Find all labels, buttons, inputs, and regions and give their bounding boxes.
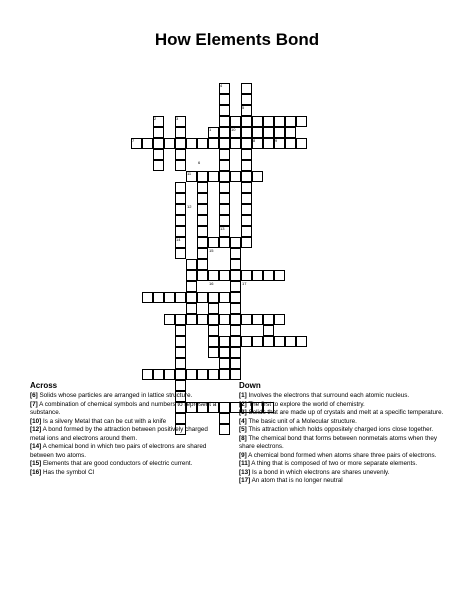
clue-text: The basic unit of a Molecular structure.	[246, 417, 357, 425]
grid-cell[interactable]	[186, 259, 197, 270]
grid-cell[interactable]	[263, 138, 274, 149]
clue-number: 14	[176, 237, 181, 242]
clue-number: 17	[242, 281, 247, 286]
across-clue	[30, 443, 220, 460]
grid-cell[interactable]	[219, 171, 230, 182]
grid-cell[interactable]	[241, 226, 252, 237]
grid-cell[interactable]	[296, 336, 307, 347]
across-clue	[30, 392, 220, 401]
grid-cell[interactable]	[175, 149, 186, 160]
down-clue	[239, 426, 447, 435]
grid-cell[interactable]	[252, 171, 263, 182]
grid-cell[interactable]	[175, 204, 186, 215]
clue-number: 12	[187, 204, 192, 209]
grid-cell[interactable]	[175, 226, 186, 237]
grid-cell[interactable]	[219, 270, 230, 281]
clue-text: Solids whose particles are arranged in lattice structure.	[37, 392, 193, 399]
down-clue	[239, 418, 447, 427]
grid-cell[interactable]	[197, 193, 208, 204]
grid-cell[interactable]	[175, 193, 186, 204]
grid-cell[interactable]	[219, 193, 230, 204]
grid-cell[interactable]	[197, 292, 208, 303]
grid-cell[interactable]	[175, 292, 186, 303]
grid-cell[interactable]	[285, 127, 296, 138]
grid-cell[interactable]	[142, 138, 153, 149]
grid-cell[interactable]	[186, 369, 197, 380]
grid-cell[interactable]	[274, 270, 285, 281]
clue-text: Involves the electrons that surround each atomic nucleus.	[246, 392, 410, 399]
grid-cell[interactable]	[175, 160, 186, 171]
grid-cell[interactable]	[296, 116, 307, 127]
clue-number: 9	[275, 138, 278, 143]
grid-cell[interactable]	[219, 94, 230, 105]
grid-cell[interactable]	[153, 369, 164, 380]
down-clue	[239, 452, 447, 461]
grid-cell[interactable]	[230, 259, 241, 270]
grid-cell[interactable]	[197, 369, 208, 380]
grid-cell[interactable]	[153, 149, 164, 160]
grid-cell[interactable]	[263, 336, 274, 347]
clue-number: [1]	[239, 392, 247, 399]
clue-number: 16	[209, 281, 214, 286]
clue-text: Solids that are made up of crystals and melt at a specific temperature.	[246, 409, 444, 416]
clue-number: 7	[132, 138, 135, 143]
grid-cell[interactable]	[153, 160, 164, 171]
clue-number: [9]	[239, 451, 247, 459]
grid-cell[interactable]	[175, 182, 186, 193]
grid-cell[interactable]	[263, 325, 274, 336]
across-clue	[30, 469, 220, 478]
grid-cell[interactable]	[219, 292, 230, 303]
clue-number: [14]	[30, 443, 42, 450]
grid-cell[interactable]	[219, 138, 230, 149]
grid-cell[interactable]	[230, 292, 241, 303]
grid-cell[interactable]	[241, 160, 252, 171]
grid-cell[interactable]	[241, 138, 252, 149]
down-clue	[239, 460, 447, 469]
down-clue	[239, 435, 447, 452]
clue-text: Elements that are good conductors of electric current.	[41, 460, 193, 467]
grid-cell[interactable]	[153, 292, 164, 303]
grid-cell[interactable]	[153, 127, 164, 138]
grid-cell[interactable]	[175, 127, 186, 138]
grid-cell[interactable]	[252, 116, 263, 127]
grid-cell[interactable]	[175, 369, 186, 380]
clue-number: 6	[198, 160, 201, 165]
grid-cell[interactable]	[241, 94, 252, 105]
clue-text: Is a silvery Metal that can be cut with a knife	[41, 417, 167, 425]
grid-cell[interactable]	[241, 83, 252, 94]
down-heading: Down	[239, 381, 261, 390]
clue-number: [2]	[239, 400, 247, 408]
clue-number: 2	[154, 116, 157, 121]
across-clue	[30, 460, 220, 469]
page-title: How Elements Bond	[154, 30, 320, 49]
grid-cell[interactable]	[263, 127, 274, 138]
grid-cell[interactable]	[175, 336, 186, 347]
grid-cell[interactable]	[219, 369, 230, 380]
grid-cell[interactable]	[219, 314, 230, 325]
clue-text: The chemical bond that forms between nonmetals atoms when they share electrons.	[239, 434, 437, 450]
grid-cell[interactable]	[241, 204, 252, 215]
grid-cell[interactable]	[208, 237, 219, 248]
grid-cell[interactable]	[142, 369, 153, 380]
grid-cell[interactable]	[241, 193, 252, 204]
grid-cell[interactable]	[164, 292, 175, 303]
down-clue	[239, 477, 447, 486]
grid-cell[interactable]	[252, 127, 263, 138]
grid-cell[interactable]	[208, 270, 219, 281]
grid-cell[interactable]	[164, 369, 175, 380]
clue-number: [5]	[239, 426, 247, 433]
clue-number: 15	[209, 248, 214, 253]
grid-cell[interactable]	[274, 127, 285, 138]
grid-cell[interactable]	[219, 105, 230, 116]
grid-cell[interactable]	[230, 116, 241, 127]
grid-cell[interactable]	[241, 215, 252, 226]
grid-cell[interactable]	[263, 270, 274, 281]
grid-cell[interactable]	[175, 314, 186, 325]
clue-number: 11	[187, 171, 192, 176]
grid-cell[interactable]	[274, 336, 285, 347]
clue-text: The first to explore the world of chemistry.	[246, 400, 365, 408]
clue-text: A bond formed by the attraction between positively charged metal ions and electrons around them.	[30, 426, 208, 442]
grid-cell[interactable]	[230, 281, 241, 292]
grid-cell[interactable]	[197, 314, 208, 325]
grid-cell[interactable]	[219, 336, 230, 347]
clue-number: [15]	[30, 460, 42, 467]
grid-cell[interactable]	[219, 424, 230, 435]
down-clue	[239, 392, 447, 401]
clue-number: 4	[220, 83, 223, 88]
clue-number: [17]	[239, 477, 251, 484]
clue-text: A chemical bond formed when atoms share three pairs of electrons.	[246, 451, 437, 459]
grid-cell[interactable]	[197, 259, 208, 270]
grid-cell[interactable]	[230, 270, 241, 281]
grid-cell[interactable]	[197, 204, 208, 215]
clue-number: [8]	[239, 434, 247, 442]
clue-number: 1	[209, 127, 212, 132]
clue-number: 10	[231, 127, 236, 132]
grid-cell[interactable]	[252, 314, 263, 325]
grid-cell[interactable]	[241, 116, 252, 127]
grid-cell[interactable]	[241, 171, 252, 182]
grid-cell[interactable]	[241, 314, 252, 325]
grid-cell[interactable]	[208, 292, 219, 303]
grid-cell[interactable]	[175, 215, 186, 226]
grid-cell[interactable]	[263, 314, 274, 325]
clue-text: An atom that is no longer neutral	[250, 477, 343, 484]
grid-cell[interactable]	[219, 149, 230, 160]
grid-cell[interactable]	[164, 314, 175, 325]
grid-cell[interactable]	[208, 171, 219, 182]
grid-cell[interactable]	[285, 336, 296, 347]
grid-cell[interactable]	[197, 248, 208, 259]
down-clue	[239, 409, 447, 418]
down-clue	[239, 469, 447, 478]
grid-cell[interactable]	[230, 303, 241, 314]
grid-cell[interactable]	[208, 325, 219, 336]
clue-number: [6]	[30, 392, 38, 399]
grid-cell[interactable]	[219, 127, 230, 138]
grid-cell[interactable]	[219, 116, 230, 127]
grid-cell[interactable]	[241, 127, 252, 138]
grid-cell[interactable]	[164, 138, 175, 149]
down-clues	[239, 381, 447, 486]
grid-cell[interactable]	[208, 336, 219, 347]
clue-number: [12]	[30, 426, 42, 433]
grid-cell[interactable]	[219, 182, 230, 193]
clue-number: [3]	[239, 409, 247, 416]
grid-cell[interactable]	[197, 182, 208, 193]
grid-cell[interactable]	[219, 160, 230, 171]
grid-cell[interactable]	[219, 413, 230, 424]
grid-cell[interactable]	[230, 237, 241, 248]
grid-cell[interactable]	[219, 204, 230, 215]
grid-cell[interactable]	[186, 138, 197, 149]
grid-cell[interactable]	[230, 171, 241, 182]
grid-cell[interactable]	[186, 292, 197, 303]
grid-cell[interactable]	[197, 237, 208, 248]
across-clue-list	[30, 392, 220, 477]
grid-cell[interactable]	[208, 347, 219, 358]
grid-cell[interactable]	[241, 237, 252, 248]
grid-cell[interactable]	[175, 358, 186, 369]
grid-cell[interactable]	[208, 138, 219, 149]
grid-cell[interactable]	[274, 314, 285, 325]
grid-cell[interactable]	[230, 314, 241, 325]
grid-cell[interactable]	[186, 281, 197, 292]
grid-cell[interactable]	[186, 270, 197, 281]
grid-cell[interactable]	[175, 325, 186, 336]
clue-number: 3	[176, 116, 179, 121]
grid-cell[interactable]	[142, 292, 153, 303]
grid-cell[interactable]	[219, 215, 230, 226]
clue-text: Has the symbol Cl	[41, 468, 95, 476]
grid-cell[interactable]	[175, 248, 186, 259]
grid-cell[interactable]	[197, 270, 208, 281]
grid-cell[interactable]	[241, 270, 252, 281]
clue-number: [11]	[239, 460, 250, 467]
grid-cell[interactable]	[285, 138, 296, 149]
clue-number: 13	[220, 226, 225, 231]
across-heading: Across	[30, 381, 58, 390]
across-clue	[30, 418, 220, 427]
grid-cell[interactable]	[186, 314, 197, 325]
clue-text: A thing that is composed of two or more separate elements.	[249, 460, 418, 467]
grid-cell[interactable]	[219, 358, 230, 369]
grid-cell[interactable]	[274, 116, 285, 127]
grid-cell[interactable]	[296, 138, 307, 149]
clue-number: [7]	[30, 400, 38, 408]
grid-cell[interactable]	[208, 314, 219, 325]
grid-cell[interactable]	[208, 303, 219, 314]
grid-cell[interactable]	[230, 358, 241, 369]
grid-cell[interactable]	[241, 149, 252, 160]
grid-cell[interactable]	[252, 336, 263, 347]
clue-number: [10]	[30, 417, 42, 425]
grid-cell[interactable]	[197, 138, 208, 149]
across-clue	[30, 401, 220, 418]
grid-cell[interactable]	[263, 116, 274, 127]
clue-number: [4]	[239, 417, 247, 425]
grid-cell[interactable]	[219, 237, 230, 248]
grid-cell[interactable]	[175, 138, 186, 149]
grid-cell[interactable]	[197, 215, 208, 226]
clue-text: A chemical bond in which two pairs of electrons are shared between two atoms.	[30, 443, 207, 459]
grid-cell[interactable]	[219, 402, 230, 413]
clue-number: [13]	[239, 468, 251, 476]
grid-cell[interactable]	[285, 116, 296, 127]
grid-cell[interactable]	[230, 369, 241, 380]
clue-number: 5	[242, 105, 245, 110]
grid-cell[interactable]	[230, 336, 241, 347]
grid-cell[interactable]	[208, 369, 219, 380]
across-clues	[30, 381, 220, 477]
grid-cell[interactable]	[230, 325, 241, 336]
clue-number: 8	[253, 138, 256, 143]
across-clue	[30, 426, 220, 443]
grid-cell[interactable]	[175, 347, 186, 358]
grid-cell[interactable]	[230, 347, 241, 358]
grid-cell[interactable]	[241, 182, 252, 193]
clue-text: This attraction which holds oppositely charged ions close together.	[246, 426, 434, 433]
clue-text: A combination of chemical symbols and numbers to represent a substance.	[30, 400, 217, 416]
grid-cell[interactable]	[230, 248, 241, 259]
grid-cell[interactable]	[197, 226, 208, 237]
clue-text: Is a bond in which electrons are shares unevenly.	[250, 468, 390, 476]
grid-cell[interactable]	[241, 336, 252, 347]
down-clue-list	[239, 392, 447, 486]
grid-cell[interactable]	[230, 138, 241, 149]
down-clue	[239, 401, 447, 410]
grid-cell[interactable]	[186, 303, 197, 314]
grid-cell[interactable]	[219, 347, 230, 358]
grid-cell[interactable]	[153, 138, 164, 149]
grid-cell[interactable]	[252, 270, 263, 281]
clue-number: [16]	[30, 468, 42, 476]
grid-cell[interactable]	[197, 171, 208, 182]
